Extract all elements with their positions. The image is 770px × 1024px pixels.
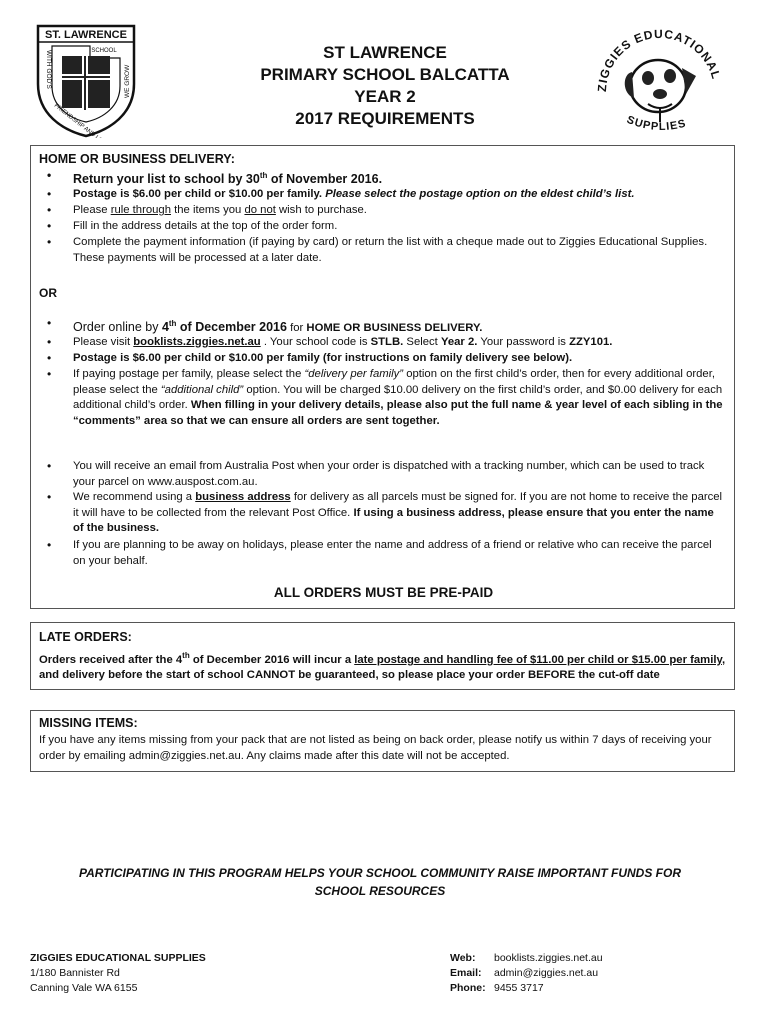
- fundraising-banner: [40, 864, 720, 900]
- school-crest-logo: [34, 22, 138, 138]
- holidays-item: • If you are planning to be away on holidays, please enter the name and address of a friend or relative who can receive the parcel on your behalf.: [73, 538, 723, 569]
- banner-line-2: SCHOOL RESOURCES: [314, 884, 446, 898]
- company-address: [30, 951, 206, 996]
- crest-name-text: ST. LAWRENCE: [45, 29, 127, 41]
- email-notice-item: • You will receive an email from Australia Post when your order is dispatched with a tracking number, which can be used to track your parcel on www.auspost.com.au.: [73, 459, 723, 490]
- title-line-4: 2017 REQUIREMENTS: [295, 109, 475, 128]
- crest-motto-left: WITH GOD'S: [45, 50, 52, 89]
- web-value[interactable]: booklists.ziggies.net.au: [494, 952, 603, 964]
- contact-email-row: [450, 966, 603, 981]
- business-address-item: • We recommend using a business address for delivery as all parcels must be signed for. If you are not home to receive the parcel it will have to be collected from the relevant Post Office. If using a business address, please ensure that you enter the name of the business.: [73, 490, 723, 537]
- postage-item: • Postage is $6.00 per child or $10.00 per family. Please select the postage option on the eldest child’s list.: [73, 187, 723, 203]
- missing-items-heading: MISSING ITEMS:: [39, 716, 138, 730]
- booklists-link[interactable]: booklists.ziggies.net.au: [133, 336, 261, 348]
- late-orders-heading: LATE ORDERS:: [39, 630, 132, 644]
- company-name: ZIGGIES EDUCATIONAL SUPPLIES: [30, 952, 206, 964]
- order-online-item: • Order online by 4th of December 2016 for HOME OR BUSINESS DELIVERY.: [73, 316, 723, 337]
- rule-through-item: • Please rule through the items you do not wish to purchase.: [73, 203, 723, 219]
- pre-paid-notice: ALL ORDERS MUST BE PRE-PAID: [273, 585, 494, 600]
- logo-top-text: ZIGGIES EDUCATIONAL: [594, 26, 724, 93]
- email-value[interactable]: admin@ziggies.net.au: [494, 967, 599, 979]
- title-line-1: ST LAWRENCE: [323, 43, 447, 62]
- ziggies-logo: [586, 14, 736, 144]
- document-title: [200, 42, 570, 130]
- missing-items-section: [30, 710, 735, 772]
- visit-site-item: • Please visit booklists.ziggies.net.au . Your school code is STLB. Select Year 2. Your password is ZZY101.: [73, 335, 723, 351]
- postage-family-item: • Postage is $6.00 per child or $10.00 per family (for instructions on family delivery see below).: [73, 351, 723, 367]
- late-orders-text: Orders received after the 4th of December 2016 will incur a late postage and handling fee of $11.00 per child or $15.00 per family, and delivery before the start of school CANNOT be guaranteed, so please place your order BEFORE the cut-off date: [39, 651, 726, 682]
- phone-value: 9455 3717: [494, 982, 544, 994]
- company-contact: [450, 951, 603, 996]
- contact-web-row: [450, 951, 603, 966]
- company-suburb: Canning Vale WA 6155: [30, 982, 138, 994]
- or-label: OR: [39, 286, 57, 300]
- banner-line-1: PARTICIPATING IN THIS PROGRAM HELPS YOUR SCHOOL COMMUNITY RAISE IMPORTANT FUNDS FOR: [78, 866, 682, 880]
- delivery-section: [30, 145, 735, 609]
- logo-bottom-text: SUPPLIES: [624, 113, 688, 134]
- missing-items-text: If you have any items missing from your pack that are not listed as being on back order, please notify us within 7 days of receiving your order by emailing admin@ziggies.net.au. Any claims made after this date will not be accepted.: [39, 734, 712, 762]
- payment-item: • Complete the payment information (if paying by card) or return the list with a cheque made out to Ziggies Educational Supplies. These payments will be processed at a later date.: [73, 235, 723, 266]
- crest-school-tag: SCHOOL: [91, 48, 117, 54]
- title-line-3: YEAR 2: [354, 87, 416, 106]
- fill-address-item: • Fill in the address details at the top of the order form.: [73, 219, 723, 235]
- web-label: Web:: [450, 952, 476, 964]
- crest-motto-right: WE GROW: [124, 64, 131, 98]
- svg-text:SUPPLIES: [625, 114, 688, 133]
- title-line-2: PRIMARY SCHOOL BALCATTA: [260, 65, 510, 84]
- late-orders-section: [30, 622, 735, 690]
- family-postage-instructions: • If paying postage per family, please select the “delivery per family” option on the first child’s order, then for every additional order, please select the “additional child” option. You will be charged $10.00 delivery on the first child’s order, and $0.00 delivery for each additional child’s order. When filling in your delivery details, please also put the full name & year level of each sibling in the “comments” area so that we can ensure all orders are sent together.: [73, 367, 723, 429]
- return-list-item: • Return your list to school by 30th of November 2016.: [73, 168, 723, 188]
- contact-phone-row: [450, 981, 603, 996]
- phone-label: Phone:: [450, 982, 486, 994]
- email-label: Email:: [450, 967, 482, 979]
- company-street: 1/180 Bannister Rd: [30, 967, 120, 979]
- delivery-heading: HOME OR BUSINESS DELIVERY:: [39, 152, 235, 166]
